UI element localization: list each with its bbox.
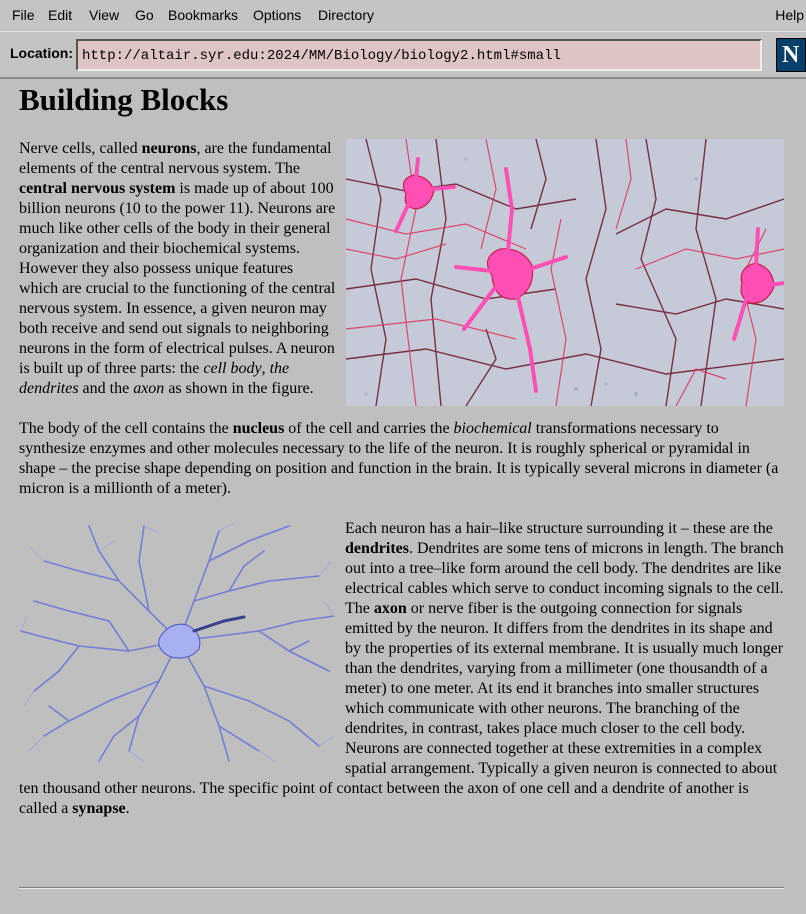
menu-directory[interactable]: Directory xyxy=(318,7,375,23)
p1-text-4: , xyxy=(261,360,270,377)
term-axon-bold: axon xyxy=(373,600,407,617)
location-bar xyxy=(0,31,806,79)
p2-text-1: The body of the cell contains the xyxy=(19,420,233,437)
menu-bar xyxy=(0,0,806,31)
p3-text-2: . Dendrites are some tens of microns in length. The branch out into a tree–like form around the cell body. The dendrites are like electrical cables which serve to conduct incoming signals to the cell. The xyxy=(345,540,784,617)
p1-text-1: Nerve cells, called xyxy=(19,140,142,157)
p2-text-3: transformations necessary to synthesize enzymes and other molecules necessary to the life of the neuron. It is roughly spherical or pyramidal in shape – the precise shape depending on position and function in the brain. It is typically several microns in diameter (a micron is a millionth of a meter). xyxy=(19,420,779,497)
article-body xyxy=(19,139,784,839)
p2-text-2: of the cell and carries the xyxy=(284,420,454,437)
p1-text-3: is made up of about 100 billion neurons (10 to the power 11). Neurons are much like other cells of the body in their general organization and their biochemical systems. However they also possess unique features which are crucial to the functioning of the central nervous system. In essence, a given neuron may both receive and send out signals to neighboring neurons in the form of electrical pulses. A neuron is built up of three parts: the xyxy=(19,180,336,377)
paragraph-intro xyxy=(19,139,784,399)
term-synapse: synapse xyxy=(72,800,126,817)
menu-bookmarks[interactable]: Bookmarks xyxy=(168,7,239,23)
term-axon: axon xyxy=(133,380,165,397)
menu-view[interactable]: View xyxy=(89,7,120,23)
paragraph-dendrites xyxy=(19,519,784,819)
dendrite-neuron-image xyxy=(19,521,337,766)
menu-file[interactable]: File xyxy=(12,7,35,23)
p3-text-1: Each neuron has a hair–like structure surrounding it – these are the xyxy=(345,520,773,537)
location-label: Location: xyxy=(10,45,73,61)
neuron-network-image xyxy=(346,139,784,406)
page-content xyxy=(0,79,806,914)
menu-go[interactable]: Go xyxy=(135,7,154,23)
paragraph-cell-body xyxy=(19,419,784,499)
term-central-nervous-system: central nervous system xyxy=(19,180,176,197)
term-the-dendrites: the dendrites xyxy=(19,360,290,397)
term-biochemical: biochemical xyxy=(453,420,532,437)
p3-text-3: or nerve fiber is the outgoing connection for signals emitted by the neuron. It differs from the dendrites in its shape and by the properties of its external membrane. It is usually much longer than the dendrites, varying from a millimeter (one thousandth of a meter) to one meter. At its end it branches into smaller structures which communicate with other neurons. The branching of the dendrites, in contrast, takes place much closer to the cell body. Neurons are connected together at these extremities in a complex spatial arrangement. Typically a given neuron is connected to about ten thousand other neurons. The specific point of contact between the axon of one cell and a dendrite of another is called a xyxy=(19,600,784,817)
menu-edit[interactable]: Edit xyxy=(48,7,73,23)
horizontal-rule xyxy=(19,887,784,889)
netscape-logo[interactable]: N xyxy=(776,38,806,72)
term-cell-body: cell body xyxy=(203,360,262,377)
term-neurons: neurons xyxy=(141,140,197,157)
term-dendrites: dendrites xyxy=(345,540,409,557)
p1-text-6: as shown in the figure. xyxy=(164,380,314,397)
location-url-field[interactable]: http://altair.syr.edu:2024/MM/Biology/biology2.html#small xyxy=(76,39,762,71)
p3-text-4: . xyxy=(125,800,130,817)
menu-help[interactable]: Help xyxy=(775,7,804,23)
menu-options[interactable]: Options xyxy=(253,7,302,23)
page-title: Building Blocks xyxy=(19,82,229,117)
p1-text-2: , are the fundamental elements of the central nervous system. The xyxy=(19,140,332,177)
p1-text-5: and the xyxy=(78,380,134,397)
term-nucleus: nucleus xyxy=(232,420,285,437)
